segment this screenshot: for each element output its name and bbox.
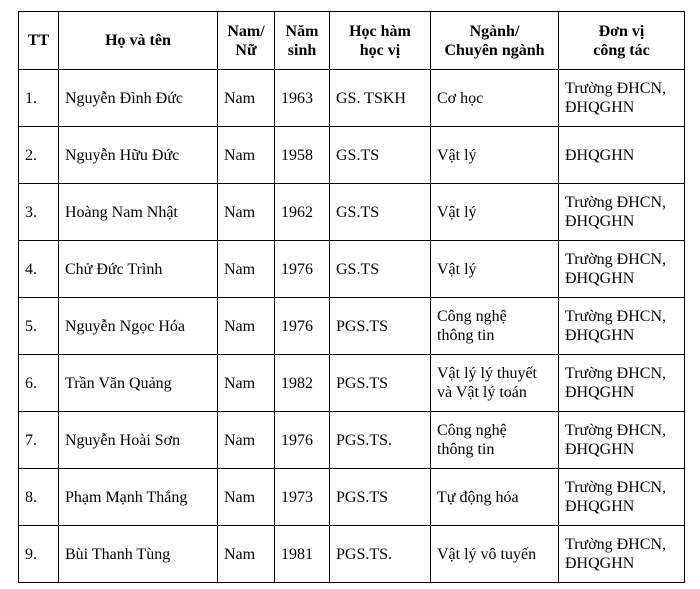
cell-gender: Nam — [218, 127, 275, 184]
unit-line-2: ĐHQGHN — [565, 213, 635, 230]
field-line-1: Công nghệ — [437, 422, 507, 439]
cell-unit — [559, 526, 685, 583]
unit-line-1: Trường ĐHCN, — [565, 536, 667, 553]
cell-year: 1958 — [275, 127, 330, 184]
unit-line-2: ĐHQGHN — [565, 99, 635, 116]
cell-field — [431, 241, 559, 298]
cell-field — [431, 412, 559, 469]
cell-name: Nguyễn Ngọc Hóa — [59, 298, 218, 355]
cell-year: 1982 — [275, 355, 330, 412]
field-line-1: Vật lý — [437, 203, 477, 221]
cell-gender: Nam — [218, 298, 275, 355]
table-row — [19, 127, 685, 184]
cell-tt: 1. — [19, 70, 59, 127]
field-line-1: Vật lý lý thuyết — [437, 365, 537, 382]
cell-name: Nguyễn Đình Đức — [59, 70, 218, 127]
cell-name: Nguyễn Hoài Sơn — [59, 412, 218, 469]
unit-line-1: Trường ĐHCN, — [565, 251, 667, 268]
table-row — [19, 184, 685, 241]
header-year: Năm sinh — [275, 12, 330, 70]
cell-tt: 3. — [19, 184, 59, 241]
cell-name: Phạm Mạnh Thắng — [59, 469, 218, 526]
unit-line-1: Trường ĐHCN, — [565, 80, 667, 97]
table-row — [19, 70, 685, 127]
table-body — [19, 70, 685, 583]
cell-field — [431, 469, 559, 526]
field-line-2: thông tin — [437, 441, 495, 458]
cell-name: Chử Đức Trình — [59, 241, 218, 298]
cell-gender: Nam — [218, 355, 275, 412]
header-tt: TT — [19, 12, 59, 70]
cell-gender: Nam — [218, 241, 275, 298]
cell-tt: 2. — [19, 127, 59, 184]
header-degree: Học hàm học vị — [330, 12, 431, 70]
field-line-2: thông tin — [437, 327, 495, 344]
cell-tt: 6. — [19, 355, 59, 412]
cell-unit — [559, 469, 685, 526]
cell-year: 1981 — [275, 526, 330, 583]
cell-year: 1976 — [275, 412, 330, 469]
table-row — [19, 469, 685, 526]
table-row — [19, 241, 685, 298]
field-line-2: và Vật lý toán — [437, 384, 527, 401]
cell-field — [431, 298, 559, 355]
header-gender: Nam/ Nữ — [218, 12, 275, 70]
unit-line-1: Trường ĐHCN, — [565, 365, 667, 382]
unit-line-2: ĐHQGHN — [565, 384, 635, 401]
table-row — [19, 526, 685, 583]
cell-degree: GS. TSKH — [330, 70, 431, 127]
header-field: Ngành/ Chuyên ngành — [431, 12, 559, 70]
cell-degree: PGS.TS — [330, 298, 431, 355]
cell-degree: PGS.TS. — [330, 412, 431, 469]
cell-degree: GS.TS — [330, 127, 431, 184]
cell-unit — [559, 127, 685, 184]
cell-year: 1976 — [275, 241, 330, 298]
field-line-1: Vật lý — [437, 260, 477, 278]
unit-line-2: ĐHQGHN — [565, 441, 635, 458]
cell-field — [431, 184, 559, 241]
cell-gender: Nam — [218, 184, 275, 241]
cell-field — [431, 526, 559, 583]
field-line-1: Cơ học — [437, 89, 484, 107]
unit-line-1: Trường ĐHCN, — [565, 422, 667, 439]
cell-name: Hoàng Nam Nhật — [59, 184, 218, 241]
cell-name: Bùi Thanh Tùng — [59, 526, 218, 583]
cell-field — [431, 127, 559, 184]
header-unit: Đơn vị công tác — [559, 12, 685, 70]
cell-tt: 7. — [19, 412, 59, 469]
staff-table — [18, 11, 685, 583]
cell-unit — [559, 355, 685, 412]
unit-line-2: ĐHQGHN — [565, 555, 635, 572]
cell-gender: Nam — [218, 526, 275, 583]
cell-year: 1973 — [275, 469, 330, 526]
unit-line-2: ĐHQGHN — [565, 327, 635, 344]
table-row — [19, 412, 685, 469]
cell-unit — [559, 412, 685, 469]
cell-degree: PGS.TS. — [330, 526, 431, 583]
header-row — [19, 12, 685, 70]
field-line-1: Vật lý — [437, 146, 477, 164]
cell-name: Trần Văn Quảng — [59, 355, 218, 412]
field-line-1: Vật lý vô tuyến — [437, 545, 537, 563]
cell-degree: PGS.TS — [330, 355, 431, 412]
cell-degree: PGS.TS — [330, 469, 431, 526]
cell-unit — [559, 70, 685, 127]
cell-year: 1976 — [275, 298, 330, 355]
cell-degree: GS.TS — [330, 184, 431, 241]
cell-unit — [559, 241, 685, 298]
cell-tt: 9. — [19, 526, 59, 583]
unit-line-1: Trường ĐHCN, — [565, 479, 667, 496]
field-line-1: Tự động hóa — [437, 488, 519, 506]
unit-line-1: Trường ĐHCN, — [565, 308, 667, 325]
cell-gender: Nam — [218, 469, 275, 526]
cell-tt: 5. — [19, 298, 59, 355]
cell-unit — [559, 184, 685, 241]
unit-line-2: ĐHQGHN — [565, 270, 635, 287]
cell-degree: GS.TS — [330, 241, 431, 298]
cell-year: 1963 — [275, 70, 330, 127]
header-name: Họ và tên — [59, 12, 218, 70]
cell-gender: Nam — [218, 412, 275, 469]
table-row — [19, 298, 685, 355]
cell-field — [431, 70, 559, 127]
cell-name: Nguyễn Hữu Đức — [59, 127, 218, 184]
field-line-1: Công nghệ — [437, 308, 507, 325]
cell-year: 1962 — [275, 184, 330, 241]
unit-line-1: ĐHQGHN — [565, 146, 635, 164]
cell-gender: Nam — [218, 70, 275, 127]
cell-unit — [559, 298, 685, 355]
unit-line-1: Trường ĐHCN, — [565, 194, 667, 211]
unit-line-2: ĐHQGHN — [565, 498, 635, 515]
cell-tt: 8. — [19, 469, 59, 526]
cell-tt: 4. — [19, 241, 59, 298]
cell-field — [431, 355, 559, 412]
table-row — [19, 355, 685, 412]
